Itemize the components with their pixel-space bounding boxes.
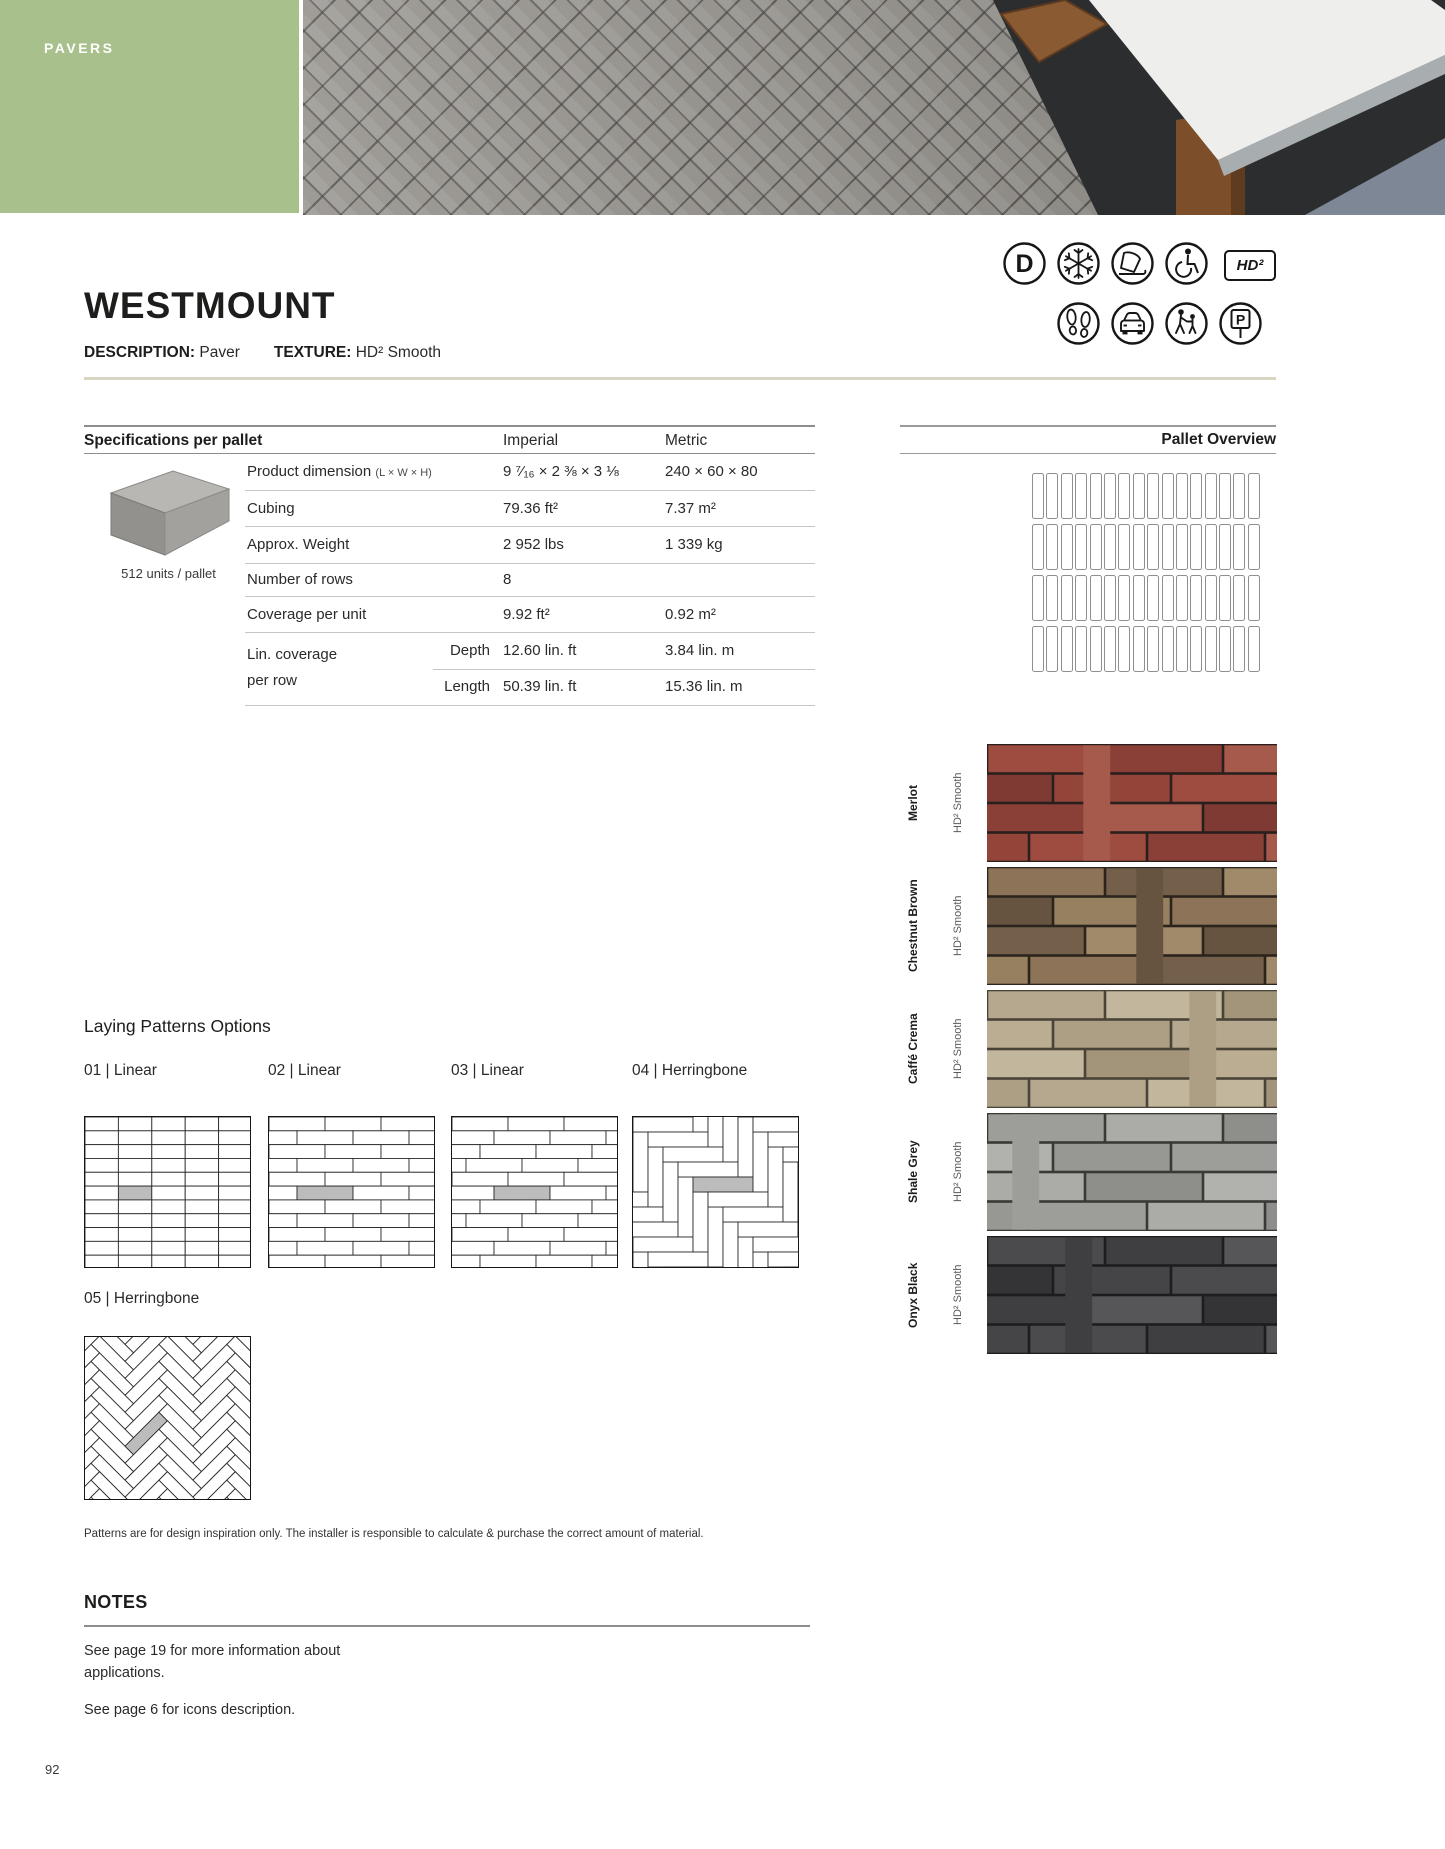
swatch-name: Shale Grey	[906, 1140, 920, 1204]
category-tag: PAVERS	[44, 40, 115, 56]
hero-photo	[303, 0, 1445, 215]
swatch-texture: HD² Smooth	[952, 1141, 964, 1203]
note-applications: See page 19 for more information about applications.	[84, 1643, 341, 1681]
pallet-unit	[1162, 473, 1174, 519]
pallet-unit	[1133, 473, 1145, 519]
pallet-unit	[1219, 626, 1231, 672]
parking-icon	[1219, 302, 1262, 345]
pattern-label-05: 05 | Herringbone	[84, 1290, 200, 1307]
col-imperial: Imperial	[503, 432, 559, 449]
table-row: Product dimension (L × W × H) 9 ⁷⁄₁₆ × 2 ⅜ × 3 ⅛ 240 × 60 × 80	[245, 454, 815, 491]
pallet-unit	[1061, 524, 1073, 570]
pallet-unit	[1104, 473, 1116, 519]
swatch-image	[987, 1236, 1277, 1354]
svg-text:D: D	[1015, 250, 1034, 278]
footprints-icon	[1057, 302, 1100, 345]
pallet-unit	[1219, 473, 1231, 519]
pallet-unit	[1061, 575, 1073, 621]
patterns-section-title: Laying Patterns Options	[84, 1016, 271, 1036]
page-number: 92	[45, 1762, 60, 1777]
pallet-unit	[1032, 626, 1044, 672]
pallet-unit	[1219, 575, 1231, 621]
snowplow-icon	[1111, 242, 1154, 285]
units-per-pallet-note: 512 units / pallet	[121, 566, 216, 581]
product-subtitle	[84, 344, 441, 362]
note-icons: See page 6 for icons description.	[84, 1702, 296, 1718]
pallet-unit	[1147, 473, 1159, 519]
pallet-unit	[1176, 524, 1188, 570]
pallet-unit	[1162, 524, 1174, 570]
swatch-texture: HD² Smooth	[952, 772, 964, 834]
pallet-unit	[1248, 575, 1260, 621]
pallet-unit	[1176, 575, 1188, 621]
swatch-texture: HD² Smooth	[952, 1264, 964, 1326]
snowflake-icon	[1057, 242, 1100, 285]
pattern-diagram-04-herringbone	[632, 1116, 799, 1268]
svg-text:P: P	[1235, 311, 1246, 328]
pallet-unit	[1205, 473, 1217, 519]
swatch-caffe-crema	[900, 990, 1277, 1108]
pallet-unit	[1248, 626, 1260, 672]
pallet-unit	[1176, 473, 1188, 519]
section-divider	[84, 377, 1276, 380]
pallet-unit	[1090, 626, 1102, 672]
pallet-unit	[1090, 524, 1102, 570]
car-icon	[1111, 302, 1154, 345]
pallet-unit	[1233, 575, 1245, 621]
pattern-label-01: 01 | Linear	[84, 1062, 157, 1079]
swatch-image	[987, 744, 1277, 862]
pallet-unit	[1219, 524, 1231, 570]
table-row: Approx. Weight 2 952 lbs 1 339 kg	[245, 527, 815, 564]
pallet-unit	[1104, 575, 1116, 621]
pallet-unit	[1061, 473, 1073, 519]
pallet-unit	[1205, 524, 1217, 570]
swatch-name: Caffé Crema	[906, 1013, 920, 1085]
pattern-diagram-03-linear	[451, 1116, 618, 1268]
pallet-unit	[1190, 575, 1202, 621]
pallet-unit	[1046, 524, 1058, 570]
pallet-unit	[1147, 524, 1159, 570]
swatch-name: Chestnut Brown	[906, 879, 920, 973]
pedestrians-icon	[1165, 302, 1208, 345]
pallet-unit	[1205, 575, 1217, 621]
pallet-unit	[1233, 626, 1245, 672]
pattern-diagram-02-linear	[268, 1116, 435, 1268]
hd2-badge-icon	[1224, 250, 1276, 281]
table-row: Number of rows 8	[245, 564, 815, 597]
pattern-label-03: 03 | Linear	[451, 1062, 524, 1079]
pallet-unit	[1248, 473, 1260, 519]
hd2-badge-label: HD²	[1236, 257, 1264, 274]
pattern-diagram-05-herringbone	[84, 1336, 251, 1500]
pallet-unit	[1075, 626, 1087, 672]
paver-unit-image	[103, 463, 235, 564]
pallet-unit	[1046, 575, 1058, 621]
pallet-overview-diagram	[1032, 473, 1260, 672]
pallet-unit	[1118, 524, 1130, 570]
spec-table-header	[84, 425, 815, 454]
d-rating-icon	[1003, 242, 1046, 285]
pallet-unit	[1233, 524, 1245, 570]
hero-photo-overlay	[303, 0, 1445, 215]
pallet-unit	[1133, 575, 1145, 621]
notes-heading: NOTES	[84, 1592, 148, 1612]
pallet-unit	[1205, 626, 1217, 672]
swatch-texture: HD² Smooth	[952, 1018, 964, 1080]
swatch-image	[987, 990, 1277, 1108]
swatch-name: Onyx Black	[906, 1262, 920, 1328]
pallet-unit	[1118, 626, 1130, 672]
table-row-lin-coverage: Lin. coverage per row Depth 12.60 lin. ft 3.84 lin. m Length 50.39 lin. ft 15.36 lin. m	[245, 633, 815, 706]
pallet-unit	[1104, 524, 1116, 570]
pallet-unit	[1162, 626, 1174, 672]
pallet-unit	[1233, 473, 1245, 519]
page-title: WESTMOUNT	[84, 285, 336, 326]
pallet-unit	[1032, 473, 1044, 519]
pattern-label-04: 04 | Herringbone	[632, 1062, 748, 1079]
pallet-unit	[1147, 575, 1159, 621]
pattern-diagram-01-linear	[84, 1116, 251, 1268]
pallet-unit	[1046, 473, 1058, 519]
pallet-overview-title: Pallet Overview	[900, 425, 1276, 454]
swatch-image	[987, 867, 1277, 985]
pallet-unit	[1133, 524, 1145, 570]
swatch-texture: HD² Smooth	[952, 895, 964, 957]
pallet-unit	[1090, 575, 1102, 621]
pallet-unit	[1061, 626, 1073, 672]
wheelchair-icon	[1165, 242, 1208, 285]
pallet-unit	[1075, 473, 1087, 519]
pallet-unit	[1118, 575, 1130, 621]
swatch-chestnut-brown	[900, 867, 1277, 985]
pallet-unit	[1032, 524, 1044, 570]
texture: TEXTURE: HD² Smooth	[273, 344, 441, 361]
pallet-unit	[1190, 626, 1202, 672]
table-row: Coverage per unit 9.92 ft² 0.92 m²	[245, 597, 815, 633]
swatch-name: Merlot	[906, 785, 920, 821]
pallet-unit	[1176, 626, 1188, 672]
pallet-unit	[1190, 524, 1202, 570]
col-metric: Metric	[665, 432, 708, 449]
swatch-shale-grey	[900, 1113, 1277, 1231]
patterns-footnote: Patterns are for design inspiration only. The installer is responsible to calculate & purchase the correct amount of material.	[84, 1528, 704, 1540]
swatch-image	[987, 1113, 1277, 1231]
category-color-block	[0, 0, 299, 213]
pallet-unit	[1190, 473, 1202, 519]
sub-row-divider	[433, 669, 815, 670]
pallet-unit	[1133, 626, 1145, 672]
swatch-onyx-black	[900, 1236, 1277, 1354]
pallet-unit	[1104, 626, 1116, 672]
pallet-unit	[1046, 626, 1058, 672]
pallet-unit	[1075, 575, 1087, 621]
pallet-unit	[1147, 626, 1159, 672]
pattern-label-02: 02 | Linear	[268, 1062, 341, 1079]
pallet-unit	[1075, 524, 1087, 570]
spec-table-body	[245, 454, 815, 706]
description: DESCRIPTION: Paver	[84, 344, 240, 361]
notes-divider	[84, 1625, 810, 1627]
pallet-unit	[1032, 575, 1044, 621]
pallet-unit	[1090, 473, 1102, 519]
swatch-merlot	[900, 744, 1277, 862]
table-row: Cubing 79.36 ft² 7.37 m²	[245, 491, 815, 527]
pallet-unit	[1162, 575, 1174, 621]
pallet-unit	[1248, 524, 1260, 570]
spec-table-title: Specifications per pallet	[84, 432, 263, 449]
pallet-unit	[1118, 473, 1130, 519]
